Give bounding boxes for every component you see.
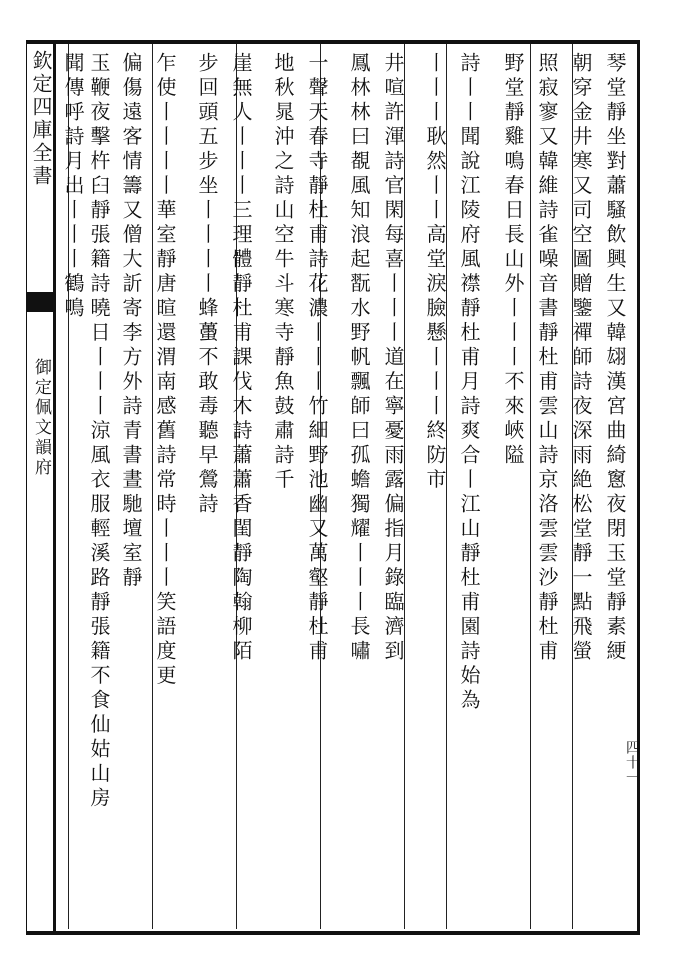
text-column-13: 乍使丨丨丨丨華室靜唐暄還渭南感舊詩常時丨丨丨笑語度更 [153,52,177,689]
text-column-4: 野堂靜雞鳴春日長山外丨丨丨不來峽隘 [501,52,525,469]
text-column-10: 地秋晁沖之詩山空牛斗寒寺靜魚鼓肅詩千 [271,52,295,493]
text-column-2: 朝穿金井寒又司空圖贈鑒禪師詩夜深雨絶松堂靜一點飛螢 [569,52,593,665]
text-column-8: 鳳林林曰覩風知浪起翫水野帆飄師曰孤蟾獨耀丨丨丨長嘯 [347,52,371,665]
section-title: 御定佩文韻府 [31,358,51,478]
column-rule [530,44,531,929]
text-column-1: 琴堂靜坐對蕭騷飲興生又韓翃漢宮曲綺窻夜閉玉堂靜素綆 [603,52,627,665]
spine [26,40,56,935]
fish-tail-mark [26,292,56,312]
text-column-5: 詩丨丨聞說江陵府風襟靜杜甫月詩爽合丨江山靜杜甫園詩始為 [457,52,481,714]
text-column-16: 聞傳呼詩月出丨丨丨鶴鳴 [61,52,85,322]
text-column-9: 一聲天春寺靜杜甫詩花濃丨丨丨竹細野池幽又萬壑靜杜甫 [305,52,329,665]
text-column-6: 丨丨丨耿然丨丨高堂淚臉懸丨丨丨終防市 [423,52,447,493]
text-column-15: 玉鞭夜擊杵臼靜張籍詩曉日丨丨丨涼風衣服輕溪路靜張籍不食仙姑山房 [87,52,111,812]
text-column-12: 步回頭五步坐丨丨丨丨蜂蠆不敢毒聽早鶯詩 [195,52,219,518]
text-column-14: 偏傷遠客情籌又僧大訢寄李方外詩青書晝馳壇室靜 [119,52,143,591]
text-column-7: 井喧許渾詩官閑每喜丨丨丨道在寧憂雨露偏指月錄臨濟到 [381,52,405,665]
text-column-11: 崖無人丨丨丨三理體靜杜甫課伐木詩蕭蕭香閨靜陶翰柳陌 [229,52,253,665]
page-number: 四十一 [624,740,640,785]
text-column-3: 照寂寥又韓維詩雀噪音書靜杜甫雲山詩京洛雲雲沙靜杜甫 [535,52,559,665]
book-title: 欽定四庫全書 [29,50,53,188]
